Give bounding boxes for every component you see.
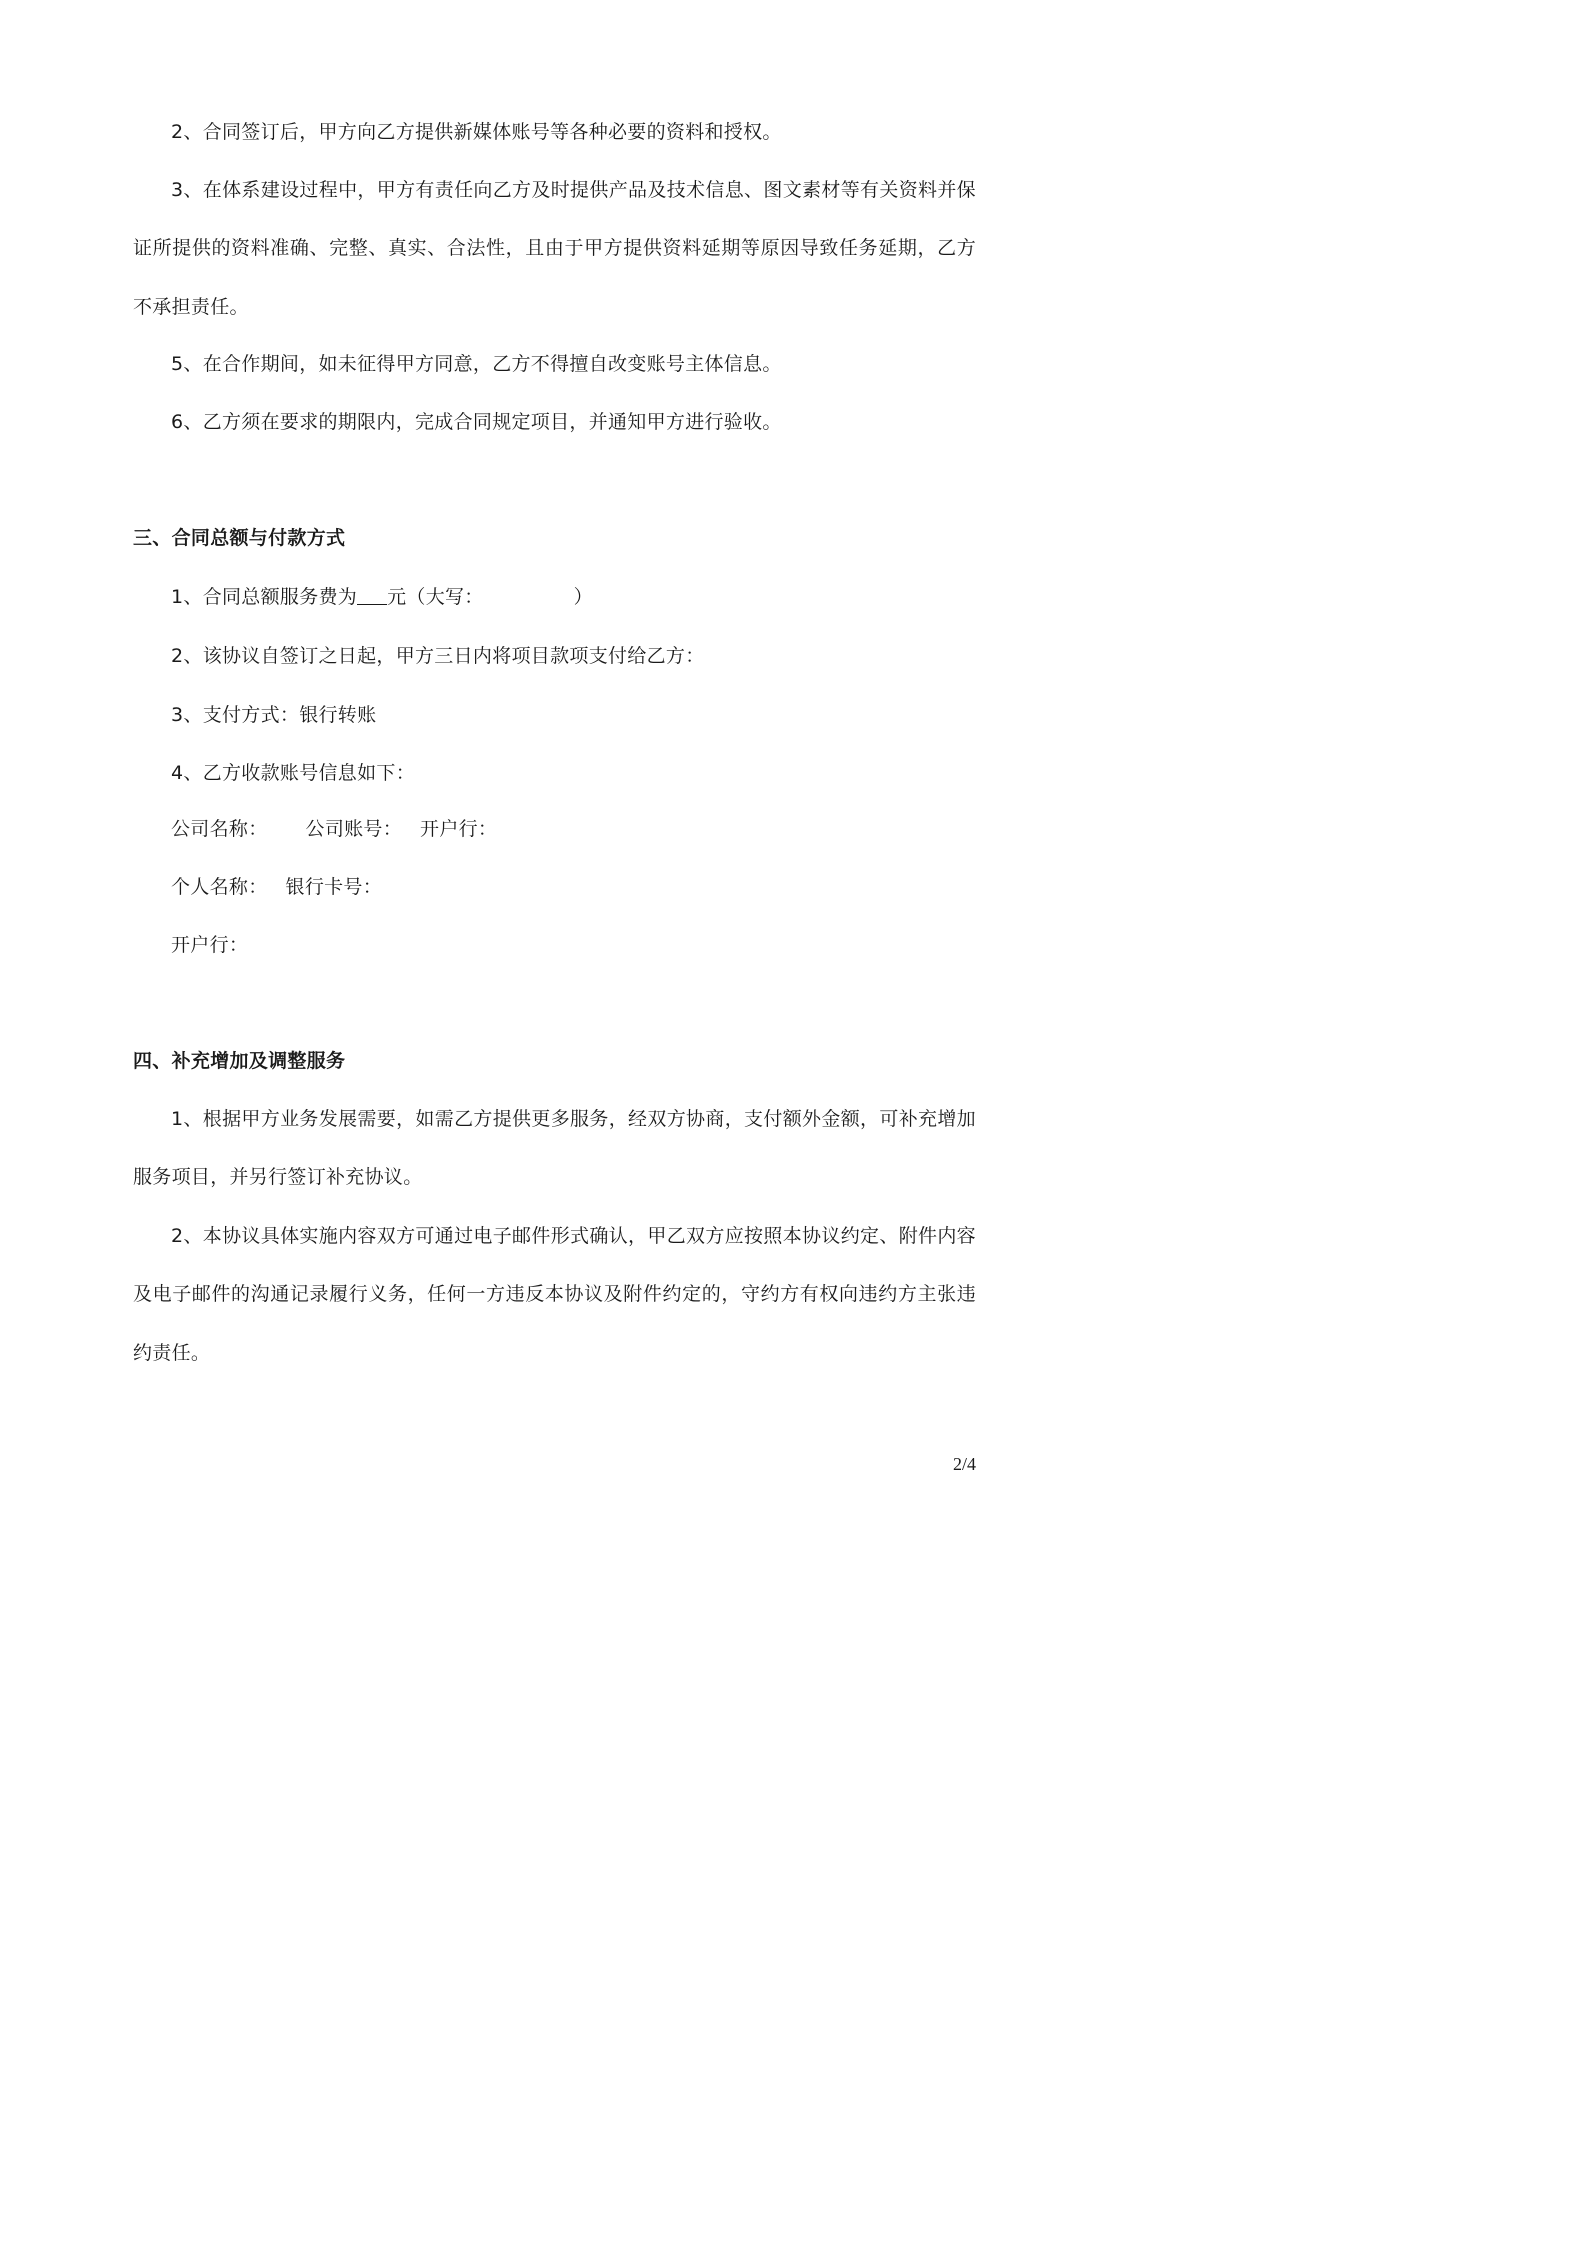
company-account-info: [171, 816, 497, 842]
clause-4-1-line2: 服务项目，并另行签订补充协议。: [133, 1166, 423, 1188]
clause-2-2: 2、合同签订后，甲方向乙方提供新媒体账号等各种必要的资料和授权。: [171, 121, 782, 143]
amount-close-paren: ）: [573, 586, 593, 608]
clause-3-2: 2、该协议自签订之日起，甲方三日内将项目款项支付给乙方：: [171, 645, 705, 667]
company-bank-label: 开户行：: [420, 818, 498, 840]
clause-2-3-line3: 不承担责任。: [133, 296, 249, 318]
section-3-heading: 三、合同总额与付款方式: [133, 527, 346, 549]
clause-4-2-line2: 及电子邮件的沟通记录履行义务，任何一方违反本协议及附件约定的，守约方有权向违约方主张违: [133, 1283, 976, 1305]
page-number: 2/4: [952, 1454, 976, 1474]
personal-bank-label: 开户行：: [171, 934, 249, 956]
clause-4-2-line1: 2、本协议具体实施内容双方可通过电子邮件形式确认，甲乙双方应按照本协议约定、附件内容: [171, 1225, 976, 1247]
clause-2-5: 5、在合作期间，如未征得甲方同意，乙方不得擅自改变账号主体信息。: [171, 353, 782, 375]
personal-account-info: [171, 874, 382, 900]
bank-card-label: 银行卡号：: [285, 876, 383, 898]
amount-unit-label: 元（大写：: [387, 586, 484, 608]
clause-4-1-line1: 1、根据甲方业务发展需要，如需乙方提供更多服务，经双方协商，支付额外金额，可补充增加: [171, 1108, 976, 1130]
clause-4-2-line3: 约责任。: [133, 1342, 211, 1364]
clause-2-6: 6、乙方须在要求的期限内，完成合同规定项目，并通知甲方进行验收。: [171, 411, 782, 433]
clause-2-3-line2: 证所提供的资料准确、完整、真实、合法性，且由于甲方提供资料延期等原因导致任务延期，乙方: [133, 237, 976, 259]
clause-3-1: [171, 584, 593, 610]
company-name-label: 公司名称：: [171, 818, 268, 840]
personal-name-label: 个人名称：: [171, 876, 268, 898]
clause-2-3-line1: 3、在体系建设过程中，甲方有责任向乙方及时提供产品及技术信息、图文素材等有关资料并保: [171, 179, 976, 201]
clause-3-3: 3、支付方式：银行转账: [171, 704, 377, 726]
amount-blank: [357, 584, 387, 605]
company-account-label: 公司账号：: [305, 818, 403, 840]
clause-3-4: 4、乙方收款账号信息如下：: [171, 762, 415, 784]
section-4-heading: 四、补充增加及调整服务: [133, 1050, 346, 1072]
contract-total-label: 1、合同总额服务费为: [171, 586, 358, 608]
